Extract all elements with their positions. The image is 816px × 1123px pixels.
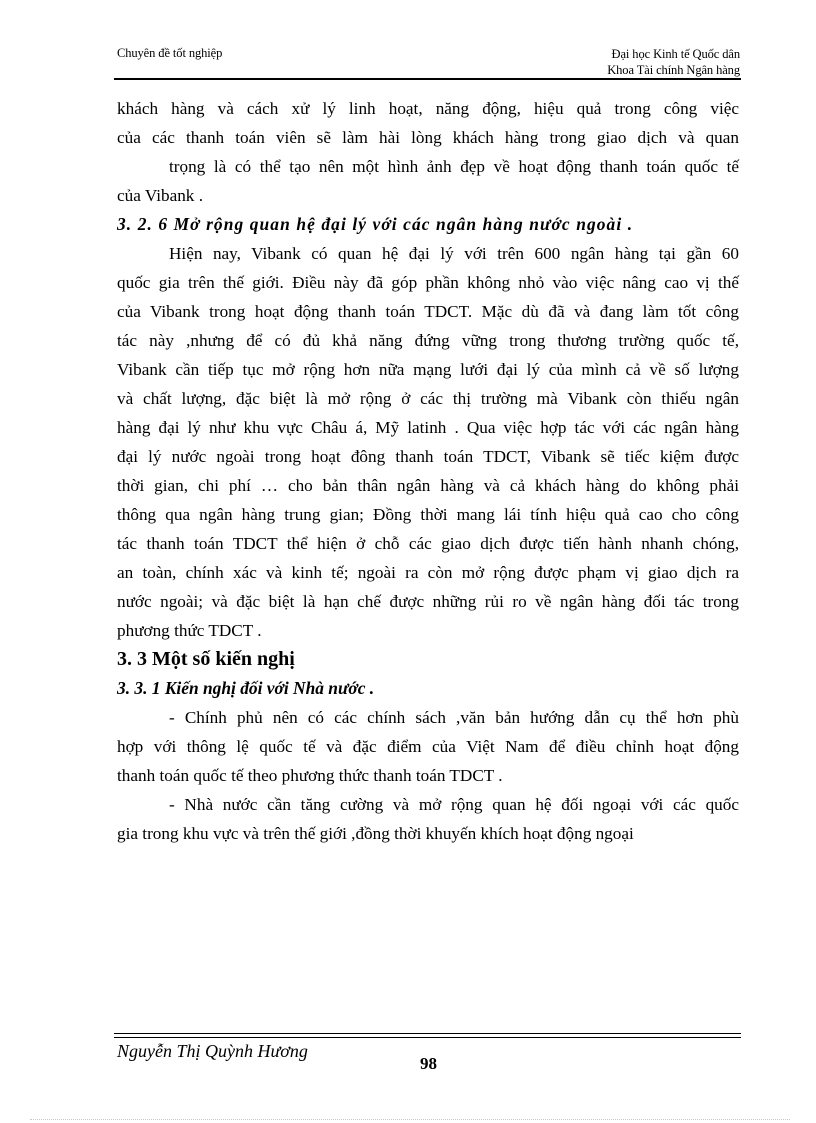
para-326-line-1: Hiện nay, Vibank có quan hệ đại lý với trên 600 ngân hàng tại gần 60 <box>169 244 739 263</box>
para-326-line-13: nước ngoài; và đặc biệt là hạn chế được những rủi ro về ngân hàng đối tác trong <box>117 592 739 611</box>
header-faculty: Khoa Tài chính Ngân hàng <box>607 63 740 77</box>
header-right-block <box>607 46 740 78</box>
para-326-line-10: thông qua ngân hàng trung gian; Đồng thời mang lái tính hiệu quả cao cho công <box>117 505 739 524</box>
page-bottom-dotted-line <box>30 1119 790 1120</box>
para-326-line-11: tác thanh toán TDCT thể hiện ở chỗ các giao dịch được tiến hành nhanh chóng, <box>117 534 739 553</box>
para-331-a-line-2: hợp với thông lệ quốc tế và đặc điểm của Việt Nam để điều chỉnh hoạt động <box>117 737 739 756</box>
para-331-b-line-2: gia trong khu vực và trên thế giới ,đồng thời khuyến khích hoạt động ngoại <box>117 824 634 843</box>
page-number: 98 <box>420 1054 437 1073</box>
body-text <box>117 94 739 848</box>
para-331-a-line-1: - Chính phủ nên có các chính sách ,văn bản hướng dẫn cụ thể hơn phù <box>169 708 739 727</box>
header-divider <box>114 78 741 80</box>
para-326-line-9: thời gian, chi phí … cho bản thân ngân hàng và cả khách hàng do không phải <box>117 476 739 495</box>
intro-line-1: khách hàng và cách xử lý linh hoạt, năng động, hiệu quả trong công việc <box>117 99 739 118</box>
para-326-line-7: hàng đại lý như khu vực Châu á, Mỹ latinh . Qua việc hợp tác với các ngân hàng <box>117 418 739 437</box>
header-left-title: Chuyên đề tốt nghiệp <box>117 46 223 60</box>
para-326-line-14: phương thức TDCT . <box>117 621 262 640</box>
para-326-line-4: tác này ,nhưng để có đủ khả năng đứng vững trong thương trường quốc tế, <box>117 331 739 350</box>
para-326-line-6: và chất lượng, đặc biệt là mở rộng ở các thị trường mà Vibank còn thiếu ngân <box>117 389 739 408</box>
intro-line-4: của Vibank . <box>117 186 203 205</box>
para-331-b-line-1: - Nhà nước cần tăng cường và mở rộng quan hệ đối ngoại với các quốc <box>169 795 739 814</box>
para-326-line-8: đại lý nước ngoài trong hoạt đông thanh toán TDCT, Vibank sẽ tiếc kiệm được <box>117 447 739 466</box>
para-326-line-12: an toàn, chính xác và kinh tế; ngoài ra còn mở rộng được phạm vị giao dịch ra <box>117 563 739 582</box>
intro-line-3: trọng là có thể tạo nên một hình ảnh đẹp về hoạt động thanh toán quốc tế <box>169 157 739 176</box>
para-331-a-line-3: thanh toán quốc tế theo phương thức thanh toán TDCT . <box>117 766 503 785</box>
para-326-line-2: quốc gia trên thế giới. Điều này đã góp phần không nhỏ vào việc nâng cao vị thế <box>117 273 739 292</box>
para-326-line-3: của Vibank trong hoạt động thanh toán TDCT. Mặc dù đã và đang làm tốt công <box>117 302 739 321</box>
footer-author: Nguyễn Thị Quỳnh Hương <box>117 1041 308 1061</box>
intro-line-2: của các thanh toán viên sẽ làm hài lòng khách hàng trong giao dịch và quan <box>117 128 739 147</box>
para-326-line-5: Vibank cần tiếp tục mở rộng hơn nữa mạng lưới đại lý của mình cả về số lượng <box>117 360 739 379</box>
section-3-3-heading: 3. 3 Một số kiến nghị <box>117 648 295 670</box>
footer-divider <box>114 1033 741 1038</box>
section-3-3-1-heading: 3. 3. 1 Kiến nghị đối với Nhà nước . <box>117 678 375 698</box>
header-university: Đại học Kinh tế Quốc dân <box>611 47 740 61</box>
section-3-2-6-heading: 3. 2. 6 Mở rộng quan hệ đại lý với các ngân hàng nước ngoài . <box>117 214 634 234</box>
